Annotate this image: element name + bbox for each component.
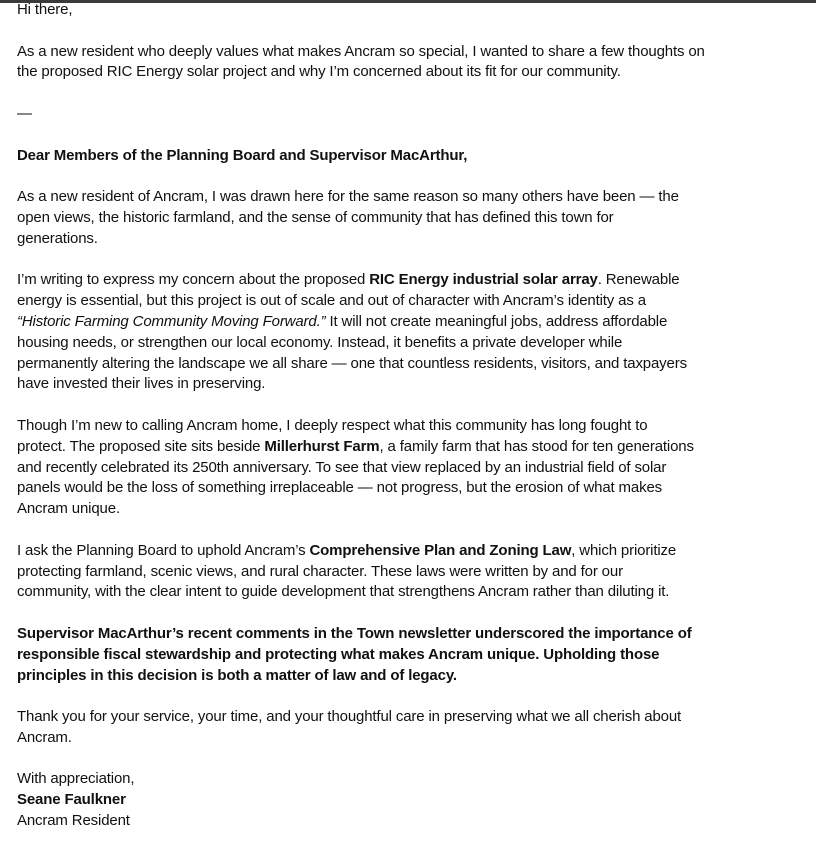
text-segment: —	[17, 104, 32, 122]
text-line	[17, 354, 812, 375]
text-line	[17, 333, 812, 354]
bold-text: Comprehensive Plan and Zoning Law	[309, 541, 572, 559]
bold-text: Millerhurst Farm	[264, 437, 380, 455]
text-line	[17, 790, 812, 811]
text-line	[17, 645, 812, 666]
text-line	[17, 541, 812, 562]
text-line	[17, 811, 812, 832]
text-segment: Dear Members of the Planning Board and Supervisor MacArthur,	[17, 146, 468, 164]
text-segment: the proposed RIC Energy solar project and why I’m concerned about its fit for our community.	[17, 63, 621, 81]
text-segment: Ancram unique.	[17, 500, 120, 518]
text-segment: generations.	[17, 229, 98, 247]
text-segment: . Renewable	[597, 271, 680, 289]
text-segment: Though I’m new to calling Ancram home, I deeply respect what this community has long fought to	[17, 416, 648, 434]
text-segment: have invested their lives in preserving.	[17, 375, 266, 393]
salutation	[17, 146, 812, 167]
text-line	[17, 374, 812, 395]
signature	[17, 769, 812, 831]
text-segment: I ask the Planning Board to uphold Ancram’s	[17, 541, 310, 559]
body-paragraph-1	[17, 187, 812, 249]
text-line	[17, 582, 812, 603]
text-line	[17, 707, 812, 728]
body-paragraph-5	[17, 624, 812, 686]
text-segment: Hi there,	[17, 1, 73, 18]
text-segment: I’m writing to express my concern about the proposed	[17, 271, 370, 289]
text-line	[17, 291, 812, 312]
text-segment: energy is essential, but this project is out of scale and out of character with Ancram’s identity as a	[17, 292, 646, 310]
text-segment: , which prioritize	[571, 541, 677, 559]
text-line	[17, 42, 812, 63]
text-segment: Ancram.	[17, 728, 72, 746]
body-paragraph-3	[17, 416, 812, 520]
bold-text: Seane Faulkner	[17, 791, 126, 809]
text-line	[17, 478, 812, 499]
text-line	[17, 624, 812, 645]
separator	[17, 104, 812, 125]
text-segment: Supervisor MacArthur’s recent comments in the Town newsletter underscored the importance of	[17, 624, 692, 642]
italic-text: “Historic Farming Community Moving Forward.”	[17, 312, 326, 330]
text-segment: protecting farmland, scenic views, and rural character. These laws were written by and for our	[17, 562, 623, 580]
text-segment: permanently altering the landscape we all share — one that countless residents, visitors, and taxpayers	[17, 354, 687, 372]
text-segment: As a new resident of Ancram, I was drawn here for the same reason so many others have been — the	[17, 188, 679, 206]
text-segment: responsible fiscal stewardship and protecting what makes Ancram unique. Upholding those	[17, 645, 660, 663]
text-line	[17, 437, 812, 458]
text-segment: As a new resident who deeply values what makes Ancram so special, I wanted to share a few thoughts on	[17, 42, 705, 60]
text-line	[17, 0, 812, 21]
text-line	[17, 270, 812, 291]
text-line	[17, 769, 812, 790]
text-line	[17, 104, 812, 125]
text-segment: protect. The proposed site sits beside	[17, 437, 265, 455]
text-line	[17, 458, 812, 479]
text-line	[17, 312, 812, 333]
text-segment: It will not create meaningful jobs, address affordable	[325, 312, 668, 330]
text-segment: Ancram Resident	[17, 812, 130, 830]
text-line	[17, 187, 812, 208]
text-segment: , a family farm that has stood for ten generations	[379, 437, 694, 455]
body-paragraph-2	[17, 270, 812, 395]
closing-paragraph	[17, 707, 812, 749]
text-line	[17, 208, 812, 229]
body-paragraph-4	[17, 541, 812, 603]
text-line	[17, 728, 812, 749]
text-segment: open views, the historic farmland, and the sense of community that has defined this town for	[17, 208, 614, 226]
letter-body	[17, 0, 812, 853]
text-line	[17, 666, 812, 687]
bold-text: RIC Energy industrial solar array	[369, 271, 598, 289]
text-line	[17, 62, 812, 83]
intro-paragraph	[17, 42, 812, 84]
text-line	[17, 146, 812, 167]
text-line	[17, 229, 812, 250]
text-line	[17, 499, 812, 520]
text-segment: housing needs, or strengthen our local economy. Instead, it benefits a private developer while	[17, 333, 623, 351]
text-segment: and recently celebrated its 250th anniversary. To see that view replaced by an industrial field of solar	[17, 458, 667, 476]
text-segment: principles in this decision is both a matter of law and of legacy.	[17, 666, 457, 684]
text-segment: Thank you for your service, your time, and your thoughtful care in preserving what we all cherish about	[17, 708, 682, 726]
text-segment: With appreciation,	[17, 770, 135, 788]
text-segment: panels would be the loss of something irreplaceable — not progress, but the erosion of what makes	[17, 479, 662, 497]
greeting	[17, 0, 812, 21]
text-line	[17, 562, 812, 583]
text-segment: community, with the clear intent to guide development that strengthens Ancram rather than diluting it.	[17, 583, 670, 601]
text-line	[17, 416, 812, 437]
